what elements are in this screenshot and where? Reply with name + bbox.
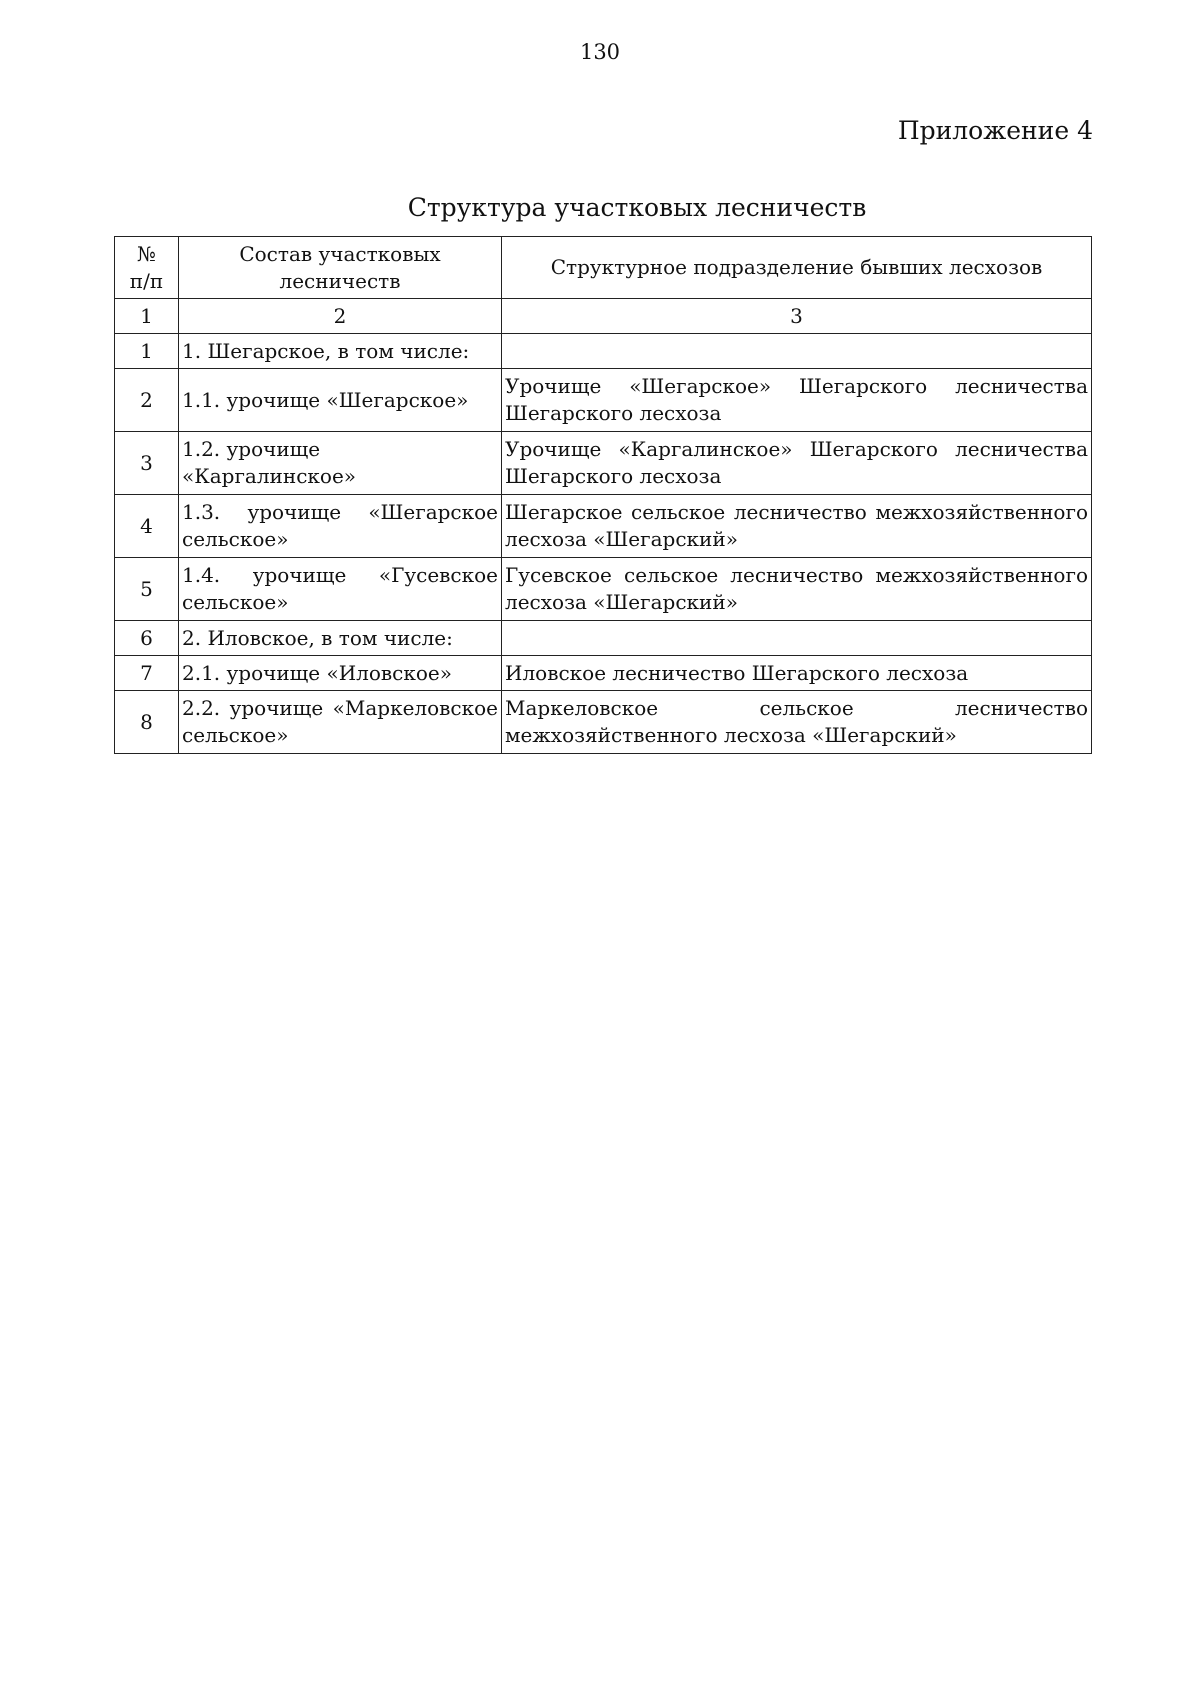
row-composition: 2.1. урочище «Иловское» xyxy=(179,656,502,691)
column-number: 2 xyxy=(179,299,502,334)
column-number: 3 xyxy=(502,299,1092,334)
column-number-row xyxy=(115,299,1092,334)
forestry-structure-table xyxy=(114,236,1092,754)
column-number: 1 xyxy=(115,299,179,334)
row-number: 6 xyxy=(115,621,179,656)
table-row xyxy=(115,369,1092,432)
appendix-label: Приложение 4 xyxy=(897,116,1093,145)
row-subdivision: Маркеловское сельское лесничество межхозяйственного лесхоза «Шегарский» xyxy=(502,691,1092,754)
row-number: 1 xyxy=(115,334,179,369)
table-row xyxy=(115,691,1092,754)
header-number: № п/п xyxy=(115,237,179,299)
row-subdivision xyxy=(502,621,1092,656)
table-row xyxy=(115,656,1092,691)
table-row xyxy=(115,432,1092,495)
row-composition: 1. Шегарское, в том числе: xyxy=(179,334,502,369)
table-row xyxy=(115,621,1092,656)
row-subdivision: Урочище «Шегарское» Шегарского лесничества Шегарского лесхоза xyxy=(502,369,1092,432)
row-subdivision: Иловское лесничество Шегарского лесхоза xyxy=(502,656,1092,691)
row-composition: 2.2. урочище «Маркеловское сельское» xyxy=(179,691,502,754)
row-composition: 1.4. урочище «Гусевское сельское» xyxy=(179,558,502,621)
row-number: 2 xyxy=(115,369,179,432)
row-subdivision xyxy=(502,334,1092,369)
header-composition: Состав участковых лесничеств xyxy=(179,237,502,299)
row-subdivision: Шегарское сельское лесничество межхозяйственного лесхоза «Шегарский» xyxy=(502,495,1092,558)
row-number: 8 xyxy=(115,691,179,754)
row-number: 7 xyxy=(115,656,179,691)
row-number: 4 xyxy=(115,495,179,558)
table-row xyxy=(115,334,1092,369)
row-composition: 2. Иловское, в том числе: xyxy=(179,621,502,656)
row-subdivision: Урочище «Каргалинское» Шегарского лесничества Шегарского лесхоза xyxy=(502,432,1092,495)
header-subdivision: Структурное подразделение бывших лесхозов xyxy=(502,237,1092,299)
table-header-row xyxy=(115,237,1092,299)
row-composition: 1.2. урочище «Каргалинское» xyxy=(179,432,502,495)
row-number: 3 xyxy=(115,432,179,495)
row-number: 5 xyxy=(115,558,179,621)
row-composition: 1.3. урочище «Шегарское сельское» xyxy=(179,495,502,558)
table-row xyxy=(115,558,1092,621)
page-number: 130 xyxy=(579,40,621,64)
row-composition: 1.1. урочище «Шегарское» xyxy=(179,369,502,432)
row-subdivision: Гусевское сельское лесничество межхозяйственного лесхоза «Шегарский» xyxy=(502,558,1092,621)
table-row xyxy=(115,495,1092,558)
document-title: Структура участковых лесничеств xyxy=(407,193,867,222)
